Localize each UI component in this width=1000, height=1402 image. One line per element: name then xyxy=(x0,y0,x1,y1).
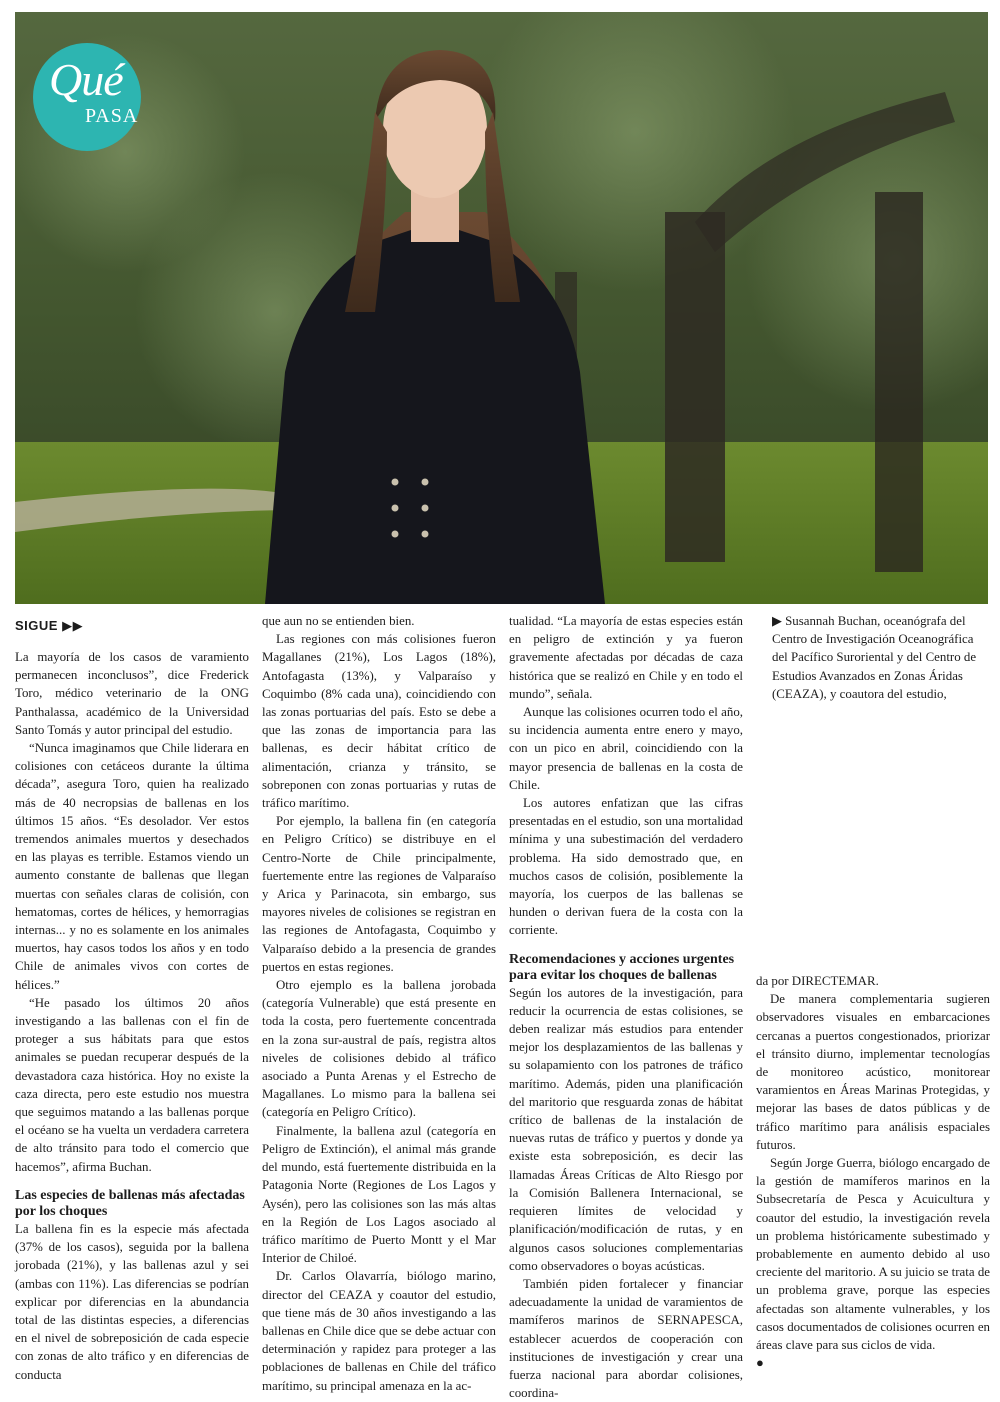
logo-word-que: Qué xyxy=(49,54,123,105)
logo-word-pasa: PASA xyxy=(85,105,139,127)
paragraph: Las regiones con más colisiones fueron Magallanes (21%), Los Lagos (18%), Antofagasta (13%), y Valparaíso y Coquimbo (8% cada una), coincidiendo con las zonas portuarias del país. Esto se debe a que las zonas de importancia para las ballenas, es decir hábitat crítico de alimentación, crianza y tránsito, se sobreponen con zonas portuarias y rutas de tráfico marítimo. xyxy=(262,632,496,811)
que-pasa-logo xyxy=(33,43,141,151)
paragraph: Según Jorge Guerra, biólogo encargado de la gestión de mamíferos marinos en la Subsecretaría de Pesca y Acuicultura y coautor del estudio, la investigación revela un problema históricamente subestimado y probablemente en aumento debido al uso creciente del maritorio. A su juicio se trata de un problema grave, porque las especies afectadas son altamente vulnerables, y los casos documentados de colisiones ocurren en áreas clave para sus ciclos de vida. xyxy=(756,1156,990,1353)
paragraph: La ballena fin es la especie más afectada (37% de los casos), seguida por la ballena jorobada (21%), y las ballenas azul y sei (ambas con 11%). Las diferencias se podrían explicar por diferencias en la abundancia total de las distintas especies, a diferencias en el nivel de sobreposición de cada especie con zonas de alto tráfico y en diferencias de conducta xyxy=(15,1221,249,1382)
paragraph: Otro ejemplo es la ballena jorobada (categoría Vulnerable) que está presente en toda la costa, pero fuertemente concentrada en la zona sur-austral de país, registra altos niveles de colisiones debido al tráfico asociado a Punta Arenas y el Estrecho de Magallanes. Lo mismo para la ballena sei (categoría en Peligro Crítico). xyxy=(262,978,496,1120)
subheading-recommendations: Recomendaciones y acciones urgentes para evitar los choques de ballenas xyxy=(509,951,735,983)
article-column-4 xyxy=(756,972,990,1372)
paragraph: “He pasado los últimos 20 años investigando a las ballenas con el fin de proteger a sus hábitats para que estos animales se puedan recuperar después de la devastadora caza histórica. Hoy no existe la caza directa, pero este estudio nos muestra que seguimos matando a las ballenas porque el océano se ha vuelta un verdadera carretera de alto tránsito para todo el comercio que hacemos”, afirma Buchan. xyxy=(15,995,249,1174)
paragraph: Aunque las colisiones ocurren todo el año, su incidencia aumenta entre enero y mayo, con un pico en abril, coincidiendo con la mayor presencia de ballenas en la costa de Chile. xyxy=(509,705,743,792)
article-column-3 xyxy=(509,612,743,1402)
sigue-label: SIGUE ▶▶ xyxy=(15,618,84,633)
paragraph: Dr. Carlos Olavarría, biólogo marino, director del CEAZA y coautor del estudio, que tiene más de 30 años investigando a las ballenas en Chile dice que se debe actuar con determinación y rapidez para proteger a las poblaciones de ballenas en Chile del tráfico marítimo, su principal amenaza en la ac- xyxy=(262,1269,496,1393)
portrait-photo-illustration xyxy=(15,12,988,604)
paragraph: da por DIRECTEMAR. xyxy=(756,974,879,988)
paragraph: La mayoría de los casos de varamiento permanecen inconclusos”, dice Frederick Toro, médico veterinario de la ONG Panthalassa, académico de la Universidad Santo Tomás y autor principal del estudio. xyxy=(15,650,249,737)
paragraph: De manera complementaria sugieren observadores visuales en embarcaciones cercanas a puertos congestionados, priorizar el tránsito diurno, implementar tecnologías de monitoreo acústico, monitorear varamientos en Áreas Marinas Protegidas, y mejorar las bases de datos públicas y de tráfico marítimo para análisis espaciales futuros. xyxy=(756,992,990,1152)
paragraph: que aun no se entienden bien. xyxy=(262,614,415,628)
paragraph: Según los autores de la investigación, para reducir la ocurrencia de estas colisiones, se deben realizar más estudios para entender mejor los desplazamientos de las ballenas y su solapamiento con los patrones de tráfico marítimo. Además, piden una planificación del maritorio que resguarda zonas de hábitat crítico de ballenas de la instalación de nuevas rutas de tráfico y puertos y donde ya existe esta sobreposición, es decir las llamadas Áreas Críticas de Alto Riesgo por la Comisión Ballenera Internacional, se requieren límites de velocidad y planificación/modificación de rutas, y en algunos casos soluciones complementarias como observadores o boyas acústicas. xyxy=(509,985,743,1273)
paragraph: También piden fortalecer y financiar adecuadamente la unidad de varamientos de mamíferos marinos de SERNAPESCA, establecer acuerdos de cooperación con instituciones de investigación y crear una fuerza nacional para abordar colisiones, coordina- xyxy=(509,1276,743,1401)
paragraph: Los autores enfatizan que las cifras presentadas en el estudio, son una mortalidad mínima y una subestimación del verdadero problema. Ha sido demostrado que, en muchos casos de colisión, posiblemente la mayoría, los cuerpos de las ballenas se hunden o derivan fuera de la costa con la corriente. xyxy=(509,796,743,938)
paragraph: Por ejemplo, la ballena fin (en categoría en Peligro Crítico) se distribuye en el Centro-Norte de Chile principalmente, fuertemente entre las regiones de Valparaíso y Arica y Parinacota, sin embargo, sus mayores niveles de colisiones se registran en las regiones de Antofagasta, Coquimbo y Valparaíso debido a la presencia de grandes puertos en estas regiones. xyxy=(262,814,496,974)
paragraph: Finalmente, la ballena azul (categoría en Peligro de Extinción), el animal más grande del mundo, está fuertemente distribuida en la Patagonia Norte (Regiones de Los Lagos y Aysén), pero las colisiones son las más altas en la Región de Los Lagos asociado al tráfico marítimo de Puerto Montt y el Mar Interior de Chiloé. xyxy=(262,1123,496,1266)
article-column-1 xyxy=(15,648,249,1384)
photo-caption: ▶ Susannah Buchan, oceanógrafa del Centro de Investigación Oceanográfica del Pacífico Suroriental y del Centro de Estudios Avanzados en Zonas Áridas (CEAZA), y coautora del estudio, xyxy=(772,614,977,701)
hero-photo xyxy=(15,12,988,604)
subheading-species: Las especies de ballenas más afectadas por los choques xyxy=(15,1187,245,1219)
paragraph: tualidad. “La mayoría de estas especies están en peligro de extinción y ya fueron gravemente afectadas por décadas de caza histórica que se realizó en Chile y en todo el mundo”, señala. xyxy=(509,614,743,701)
paragraph: “Nunca imaginamos que Chile liderara en colisiones con cetáceos durante la última década”, asegura Toro, quien ha realizado más de 40 necropsias de ballenas en los últimos 15 años. “Es desolador. Ver estos tremendos animales muertos y desechados en las playas es terrible. Estamos viendo un aumento constante de ballenas que llegan muertas con señales claras de colisión, con hematomas, cortes de hélices, y hemorragias internas... y no es solamente en los animales muertos, hay casos todos los años y en todo Chile de animales vivos con cortes de hélices.” xyxy=(15,741,249,992)
article-column-2 xyxy=(262,612,496,1395)
end-of-article-mark: ● xyxy=(756,1355,764,1371)
